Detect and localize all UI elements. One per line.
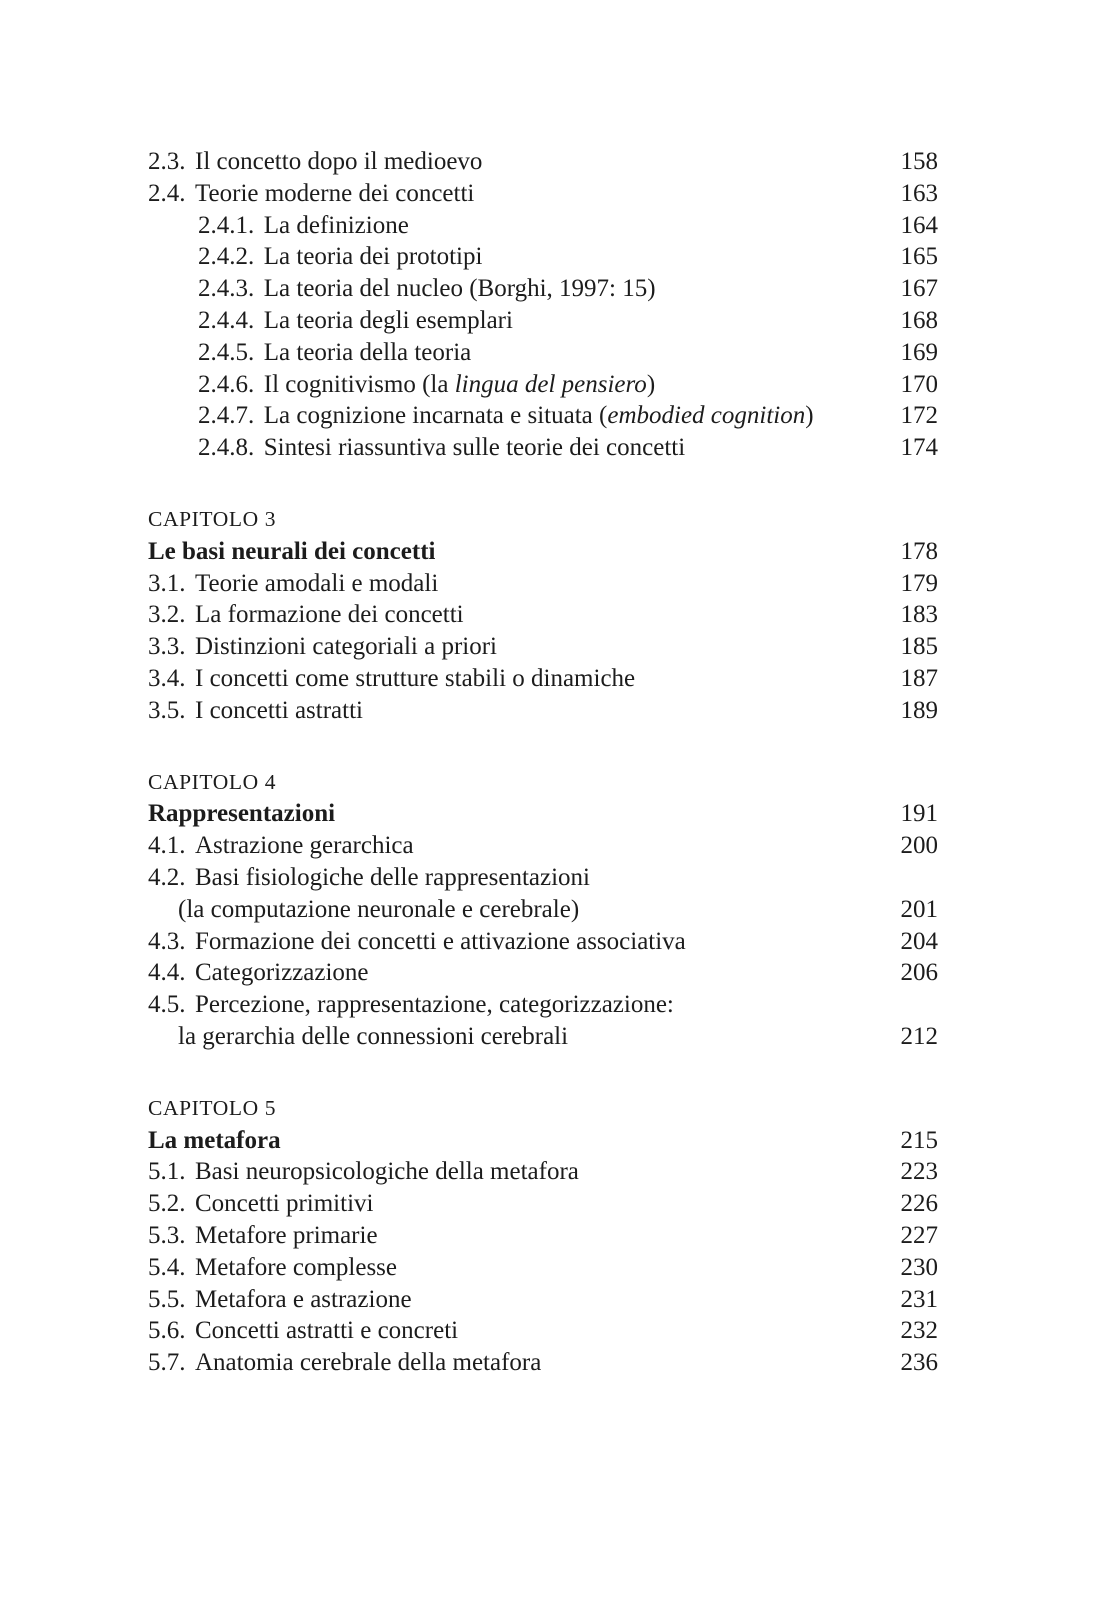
toc-entry <box>148 631 938 663</box>
chapter-page-number: 215 <box>900 1126 938 1154</box>
entry-page-number: 168 <box>900 306 938 334</box>
entry-number: 5.4. <box>148 1253 186 1281</box>
entry-text: Metafore complesse <box>195 1253 398 1281</box>
entry-number: 2.4.7. <box>198 402 255 430</box>
entry-title <box>198 337 471 369</box>
entry-title <box>148 957 369 989</box>
entry-title <box>148 926 686 958</box>
toc-entry <box>148 663 938 695</box>
entry-title <box>148 631 497 663</box>
toc-section <box>148 146 938 464</box>
chapter-label: CAPITOLO 3 <box>148 506 277 531</box>
entry-text: Metafora e astrazione <box>195 1285 412 1313</box>
entry-number: 4.5. <box>148 991 186 1019</box>
entry-page-number: 179 <box>900 569 938 597</box>
entry-page-number: 174 <box>900 434 938 462</box>
entry-title <box>198 273 656 305</box>
entry-text: Sintesi riassuntiva sulle teorie dei concetti <box>263 434 686 462</box>
toc-entry <box>148 1252 938 1284</box>
entry-title <box>148 568 438 600</box>
toc-entry-continuation <box>148 1021 938 1053</box>
chapter-label-row <box>148 767 938 799</box>
entry-text: La definizione <box>263 211 409 239</box>
entry-title <box>148 695 363 727</box>
entry-text: Basi fisiologiche delle rappresentazioni <box>195 863 591 891</box>
toc-entry <box>148 599 938 631</box>
entry-page-number: 212 <box>900 1022 938 1050</box>
entry-title <box>148 1188 373 1220</box>
entry-number: 2.4.4. <box>198 306 255 334</box>
entry-title <box>148 862 590 894</box>
entry-title <box>148 1252 397 1284</box>
entry-number: 2.4.3. <box>198 275 255 303</box>
entry-number: 2.4.6. <box>198 370 255 398</box>
entry-text: La teoria dei prototipi <box>263 243 483 271</box>
chapter-title-row <box>148 1125 938 1157</box>
entry-text: Basi neuropsicologiche della metafora <box>195 1158 579 1186</box>
entry-text-continuation: la gerarchia delle connessioni cerebrali <box>178 1022 569 1050</box>
entry-text: La teoria degli esemplari <box>263 306 513 334</box>
entry-text: Concetti primitivi <box>195 1190 374 1218</box>
entry-page-number: 204 <box>900 927 938 955</box>
entry-text: I concetti astratti <box>195 696 363 724</box>
toc-section <box>148 1093 938 1379</box>
entry-text: La cognizione incarnata e situata ( <box>263 402 608 430</box>
entry-text: I concetti come strutture stabili o dinamiche <box>195 664 636 692</box>
toc-section <box>148 767 938 1053</box>
entry-text: Metafore primarie <box>195 1221 378 1249</box>
entry-text: ) <box>805 402 814 430</box>
entry-text-italic: lingua del pensiero <box>454 370 647 398</box>
entry-page-number: 201 <box>900 895 938 923</box>
entry-page-number: 185 <box>900 633 938 661</box>
chapter-page-number: 191 <box>900 800 938 828</box>
toc-entry <box>148 862 938 894</box>
entry-title <box>148 1315 458 1347</box>
chapter-title: Le basi neurali dei concetti <box>148 537 436 565</box>
entry-title <box>148 830 414 862</box>
chapter-title-row <box>148 798 938 830</box>
entry-number: 3.2. <box>148 601 186 629</box>
entry-page-number: 158 <box>900 148 938 175</box>
toc-entry <box>148 178 938 210</box>
toc-entry <box>148 695 938 727</box>
toc-entry <box>148 1156 938 1188</box>
entry-title <box>198 432 685 464</box>
entry-text: Il concetto dopo il medioevo <box>195 148 483 175</box>
chapter-label-row <box>148 1093 938 1125</box>
entry-title <box>148 1347 541 1379</box>
entry-page-number: 206 <box>900 959 938 987</box>
entry-page-number: 200 <box>900 832 938 860</box>
toc-entry <box>148 369 938 401</box>
entry-text: La formazione dei concetti <box>195 601 464 629</box>
entry-number: 5.3. <box>148 1221 186 1249</box>
entry-number: 4.3. <box>148 927 186 955</box>
entry-number: 5.2. <box>148 1190 186 1218</box>
entry-title <box>148 178 474 210</box>
toc-entry <box>148 273 938 305</box>
toc-entry-continuation <box>148 894 938 926</box>
entry-number: 3.5. <box>148 696 186 724</box>
entry-page-number: 163 <box>900 179 938 207</box>
entry-number: 4.2. <box>148 863 186 891</box>
entry-number: 2.3. <box>148 148 186 175</box>
toc-entry <box>148 1347 938 1379</box>
entry-text: Distinzioni categoriali a priori <box>195 633 497 661</box>
entry-page-number: 236 <box>900 1349 938 1377</box>
entry-text: Teorie moderne dei concetti <box>195 179 475 207</box>
entry-page-number: 183 <box>900 601 938 629</box>
entry-number: 5.5. <box>148 1285 186 1313</box>
entry-page-number: 164 <box>900 211 938 239</box>
entry-number: 3.3. <box>148 633 186 661</box>
entry-page-number: 165 <box>900 243 938 271</box>
chapter-title: Rappresentazioni <box>148 800 336 828</box>
entry-number: 3.4. <box>148 664 186 692</box>
toc-entry <box>148 337 938 369</box>
entry-number: 2.4.1. <box>198 211 255 239</box>
entry-page-number: 232 <box>900 1317 938 1345</box>
toc-entry <box>148 432 938 464</box>
entry-title <box>198 241 482 273</box>
entry-page-number: 230 <box>900 1253 938 1281</box>
entry-title <box>198 210 409 242</box>
entry-title <box>148 1156 579 1188</box>
toc-entry <box>148 1188 938 1220</box>
entry-number: 5.1. <box>148 1158 186 1186</box>
entry-title <box>148 989 674 1021</box>
entry-page-number: 189 <box>900 696 938 724</box>
entry-page-number: 170 <box>900 370 938 398</box>
entry-title <box>198 305 513 337</box>
entry-page-number: 172 <box>900 402 938 430</box>
chapter-title: La metafora <box>148 1126 281 1154</box>
entry-title <box>198 369 655 401</box>
toc-entry <box>148 146 938 178</box>
entry-page-number: 167 <box>900 275 938 303</box>
entry-text: Categorizzazione <box>195 959 369 987</box>
toc-entry <box>148 568 938 600</box>
entry-number: 5.7. <box>148 1349 186 1377</box>
chapter-label: CAPITOLO 4 <box>148 769 277 794</box>
toc-entry <box>148 926 938 958</box>
toc-entry <box>148 241 938 273</box>
entry-text: Astrazione gerarchica <box>195 832 414 860</box>
toc-entry <box>148 830 938 862</box>
entry-title <box>148 663 635 695</box>
entry-text: Anatomia cerebrale della metafora <box>195 1349 542 1377</box>
entry-number: 4.1. <box>148 832 186 860</box>
entry-text: Percezione, rappresentazione, categorizzazione: <box>195 991 674 1019</box>
entry-number: 2.4.8. <box>198 434 255 462</box>
entry-number: 2.4.5. <box>198 338 255 366</box>
entry-number: 2.4. <box>148 179 186 207</box>
entry-text: La teoria del nucleo (Borghi, 1997: 15) <box>263 275 656 303</box>
entry-text: ) <box>646 370 656 398</box>
entry-text: La teoria della teoria <box>263 338 472 366</box>
chapter-label-row <box>148 504 938 536</box>
chapter-label: CAPITOLO 5 <box>148 1095 277 1120</box>
entry-text: Il cognitivismo (la <box>263 370 455 398</box>
toc-entry <box>148 210 938 242</box>
entry-title <box>148 1220 378 1252</box>
toc <box>148 146 938 1379</box>
toc-entry <box>148 1284 938 1316</box>
entry-number: 5.6. <box>148 1317 186 1345</box>
toc-entry <box>148 989 938 1021</box>
entry-title <box>148 146 482 178</box>
entry-title <box>198 400 814 432</box>
entry-text: Concetti astratti e concreti <box>195 1317 459 1345</box>
toc-section <box>148 504 938 727</box>
entry-page-number: 231 <box>900 1285 938 1313</box>
entry-page-number: 169 <box>900 338 938 366</box>
entry-text: Formazione dei concetti e attivazione associativa <box>195 927 686 955</box>
entry-text-italic: embodied cognition <box>607 402 806 430</box>
toc-entry <box>148 1315 938 1347</box>
toc-entry <box>148 400 938 432</box>
chapter-title-row <box>148 536 938 568</box>
entry-page-number: 187 <box>900 664 938 692</box>
entry-number: 4.4. <box>148 959 186 987</box>
entry-page-number: 223 <box>900 1158 938 1186</box>
chapter-page-number: 178 <box>900 537 938 565</box>
toc-entry <box>148 305 938 337</box>
entry-title <box>148 1284 412 1316</box>
entry-page-number: 226 <box>900 1190 938 1218</box>
entry-text: Teorie amodali e modali <box>195 569 439 597</box>
entry-number: 3.1. <box>148 569 186 597</box>
entry-page-number: 227 <box>900 1221 938 1249</box>
entry-text-continuation: (la computazione neuronale e cerebrale) <box>178 895 580 923</box>
toc-entry <box>148 957 938 989</box>
toc-entry <box>148 1220 938 1252</box>
entry-title <box>148 599 464 631</box>
entry-number: 2.4.2. <box>198 243 255 271</box>
